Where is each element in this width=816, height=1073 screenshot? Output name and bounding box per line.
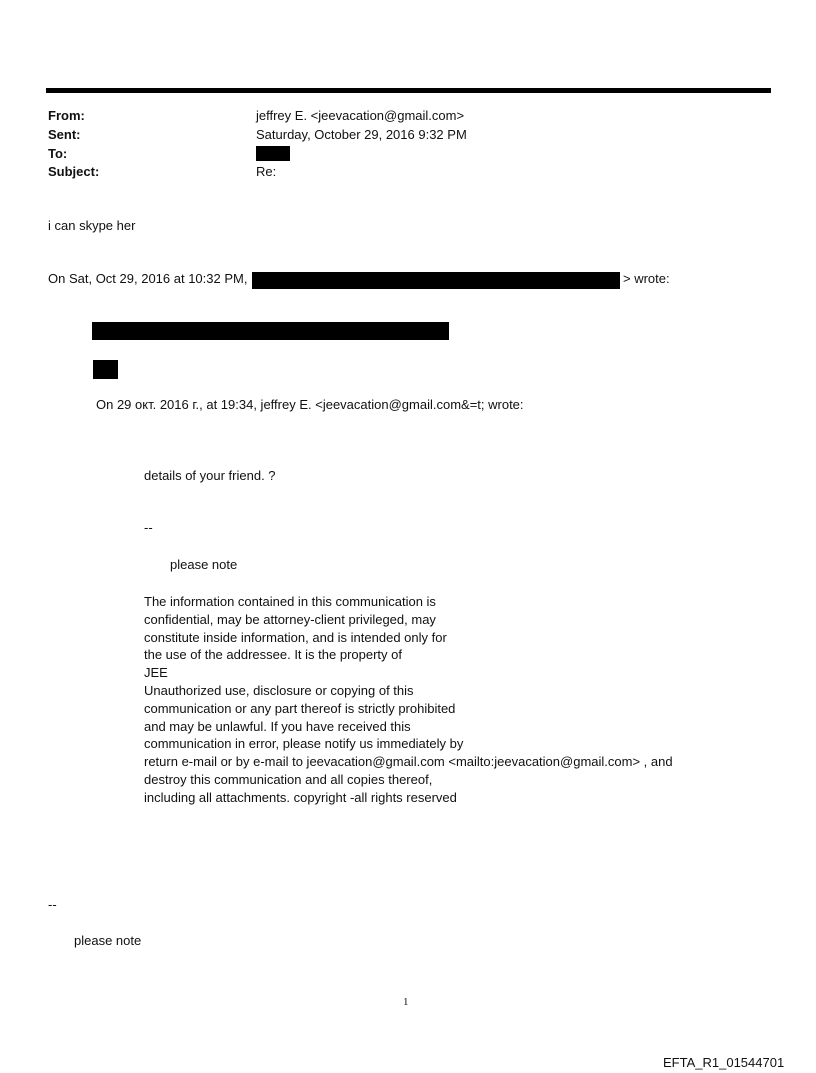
sent-value: Saturday, October 29, 2016 9:32 PM xyxy=(256,127,467,142)
bottom-please-note-text: please note xyxy=(74,933,142,948)
from-label: From: xyxy=(48,108,85,123)
signature-redaction xyxy=(93,360,118,379)
disclaimer-line: the use of the addressee. It is the property of xyxy=(144,647,402,663)
disclaimer-line: including all attachments. copyright -all rights reserved xyxy=(144,789,457,805)
disclaimer-line: The information contained in this communication is xyxy=(144,594,436,609)
quote-intro-prefix: On Sat, Oct 29, 2016 at 10:32 PM, xyxy=(48,271,248,286)
disclaimer-line: communication or any part thereof is strictly prohibited xyxy=(144,700,456,716)
nested-quote-intro: On 29 окт. 2016 г., at 19:34, jeffrey E. <jeevacation@gmail.com&=t; wrote: xyxy=(96,397,524,412)
to-label: To: xyxy=(48,146,68,161)
header-rule xyxy=(46,88,771,93)
disclaimer-line: Unauthorized use, disclosure or copying of this xyxy=(144,682,414,698)
please-note-text: please note xyxy=(170,557,238,572)
subject-label: Subject: xyxy=(48,164,100,179)
disclaimer-line: communication in error, please notify us immediately by xyxy=(144,736,464,752)
subject-value: Re: xyxy=(256,164,277,179)
nested-message-text: details of your friend. ? xyxy=(144,468,276,483)
disclaimer-line: constitute inside information, and is intended only for xyxy=(144,629,447,645)
page-number: 1 xyxy=(403,996,409,1008)
from-value: jeffrey E. <jeevacation@gmail.com> xyxy=(256,108,465,123)
message-redaction xyxy=(92,322,449,340)
disclaimer-block xyxy=(144,593,673,807)
disclaimer-line: return e-mail or by e-mail to jeevacation@gmail.com <mailto:jeevacation@gmail.com> , and xyxy=(144,754,673,770)
reply-text: i can skype her xyxy=(48,218,136,233)
sender-redaction xyxy=(252,272,620,289)
disclaimer-line: JEE xyxy=(144,665,168,681)
disclaimer-line: and may be unlawful. If you have received this xyxy=(144,718,411,734)
signature-dash: -- xyxy=(144,520,153,535)
to-redaction xyxy=(256,146,290,161)
disclaimer-line: confidential, may be attorney-client privileged, may xyxy=(144,611,436,627)
disclaimer-line: destroy this communication and all copies thereof, xyxy=(144,771,433,787)
bottom-signature-dash: -- xyxy=(48,897,57,912)
bates-number: EFTA_R1_01544701 xyxy=(663,1055,785,1070)
sent-label: Sent: xyxy=(48,127,81,142)
quote-intro-suffix: > wrote: xyxy=(623,271,670,286)
